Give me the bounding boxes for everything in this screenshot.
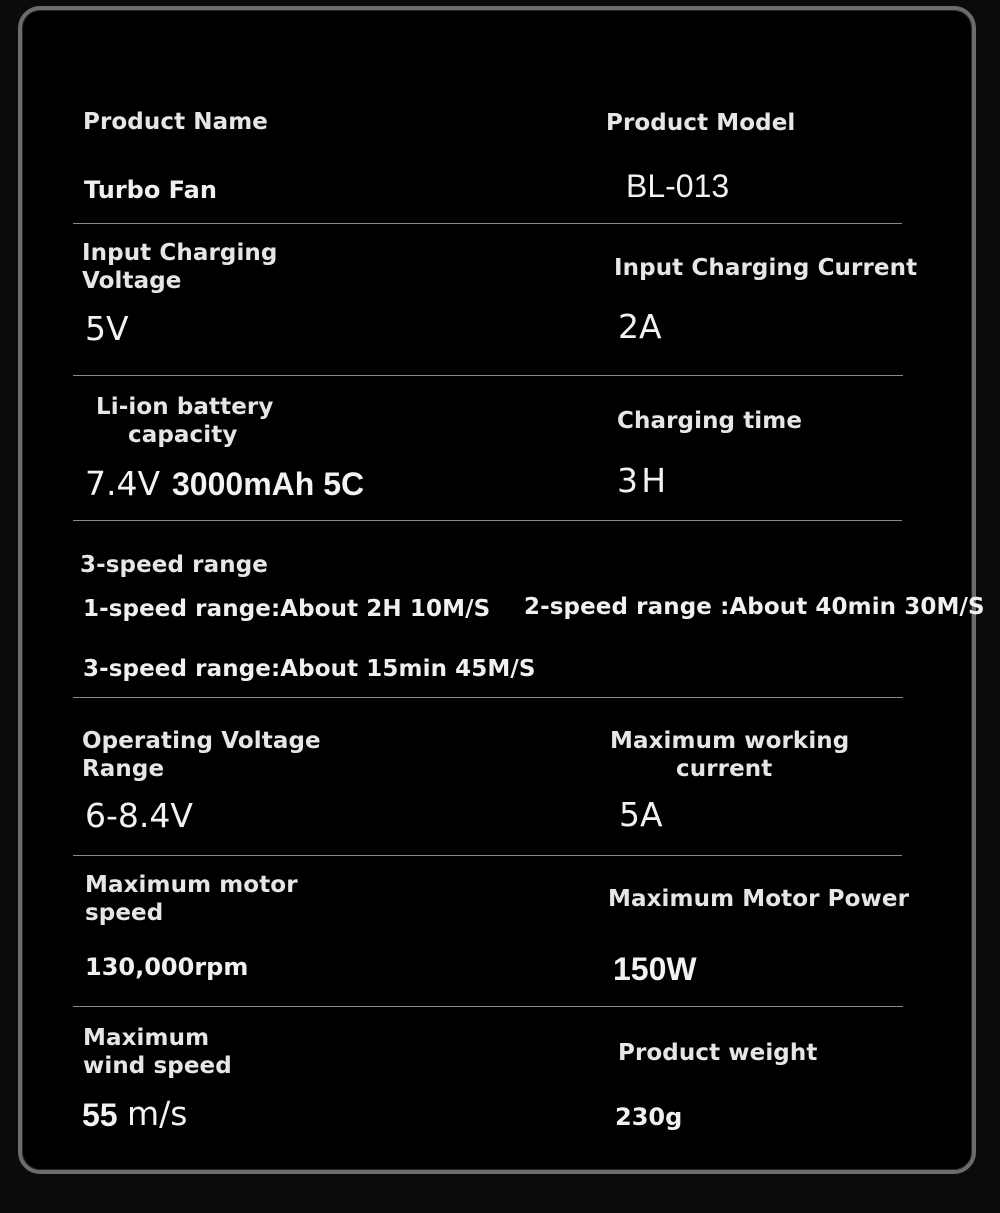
row-divider [73, 520, 902, 521]
operating-voltage-label-line2: Range [82, 756, 165, 782]
input-voltage-value: 5V [85, 309, 129, 348]
row-divider [73, 697, 903, 698]
battery-label-line2: capacity [128, 422, 238, 448]
speed3-text: 3-speed range:About 15min 45M/S [83, 656, 536, 682]
product-name-label: Product Name [83, 109, 269, 135]
max-current-value: 5A [619, 795, 663, 834]
operating-voltage-value: 6-8.4V [85, 796, 193, 835]
battery-voltage-value: 7.4V [85, 464, 161, 503]
product-weight-label: Product weight [618, 1040, 818, 1066]
row-divider [73, 1006, 903, 1007]
max-motor-speed-label-line2: speed [85, 900, 164, 926]
product-name-value: Turbo Fan [84, 176, 217, 204]
max-current-label-line1: Maximum working [610, 728, 850, 754]
operating-voltage-label-line1: Operating Voltage [82, 728, 321, 754]
max-motor-speed-value: 130,000rpm [85, 953, 249, 981]
battery-label-line1: Li-ion battery [96, 394, 274, 420]
max-motor-power-label: Maximum Motor Power [608, 886, 910, 912]
battery-capacity-value: 3000mAh 5C [172, 466, 365, 502]
max-wind-speed-label-line1: Maximum [83, 1025, 210, 1051]
max-motor-power-value: 150W [613, 951, 697, 987]
max-motor-speed-label-line1: Maximum motor [85, 872, 298, 898]
charging-time-label: Charging time [617, 408, 803, 434]
max-wind-speed-label-line2: wind speed [83, 1053, 232, 1079]
charging-time-value: 3 H [617, 461, 667, 500]
speed2-text: 2-speed range :About 40min 30M/S [524, 594, 985, 620]
speed-range-label: 3-speed range [80, 552, 268, 578]
max-wind-speed-number: 55 [82, 1097, 118, 1133]
product-model-value: BL-013 [626, 168, 730, 204]
speed1-text: 1-speed range:About 2H 10M/S [83, 596, 491, 622]
row-divider [73, 223, 902, 224]
product-weight-value: 230g [615, 1103, 683, 1131]
row-divider [73, 855, 902, 856]
row-divider [73, 375, 903, 376]
input-current-value: 2A [618, 307, 662, 346]
product-model-label: Product Model [606, 110, 796, 136]
max-current-label-line2: current [676, 756, 773, 782]
input-current-label: Input Charging Current [614, 255, 918, 281]
input-voltage-label-line2: Voltage [82, 268, 182, 294]
input-voltage-label-line1: Input Charging [82, 240, 278, 266]
max-wind-speed-unit: m/s [127, 1094, 188, 1133]
